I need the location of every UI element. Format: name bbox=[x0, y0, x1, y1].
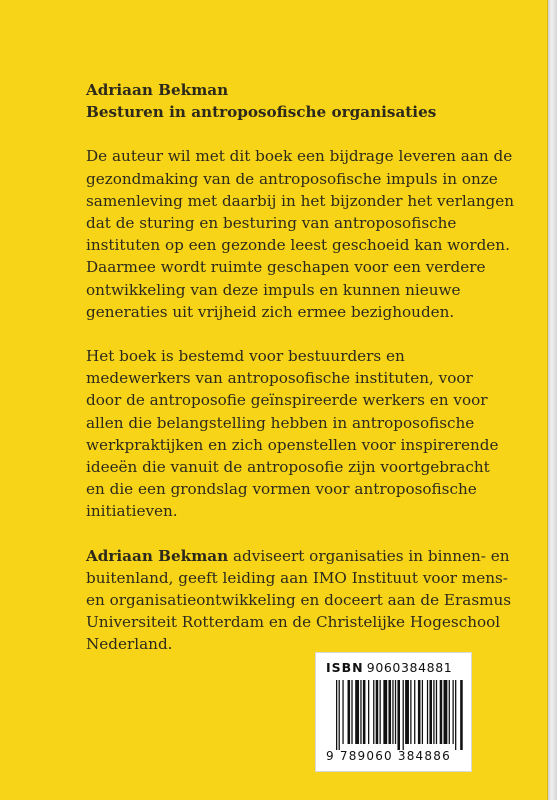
text-line bbox=[86, 545, 526, 567]
ean-first-digit: 9 bbox=[326, 749, 335, 763]
barcode-bar bbox=[429, 680, 432, 744]
text-line: medewerkers van antroposofische instituten, voor bbox=[86, 369, 473, 388]
book-title: Besturen in antroposofische organisaties bbox=[86, 103, 437, 122]
text-line: Nederland. bbox=[86, 635, 173, 654]
barcode-bar bbox=[444, 680, 448, 744]
barcode-bar bbox=[436, 680, 437, 744]
spacer bbox=[86, 523, 526, 545]
barcode-bar bbox=[433, 680, 434, 744]
text-line: en die een grondslag vormen voor antroposofische bbox=[86, 480, 477, 499]
text-line: instituten op een gezonde leest geschoeid kan worden. bbox=[86, 236, 510, 255]
barcode-bar bbox=[405, 680, 409, 744]
text-line: Het boek is bestemd voor bestuurders en bbox=[86, 347, 405, 366]
author-heading: Adriaan Bekman bbox=[86, 81, 229, 99]
barcode-bar bbox=[392, 680, 393, 744]
text-line: Daarmee wordt ruimte geschapen voor een verdere bbox=[86, 258, 486, 277]
text-line: en organisatieontwikkeling en doceert aan de Erasmus bbox=[86, 591, 512, 610]
barcode-bar bbox=[336, 680, 337, 750]
barcode-bar bbox=[373, 680, 374, 744]
barcode-bar bbox=[452, 680, 453, 744]
text-line: generaties uit vrijheid zich ermee bezighouden. bbox=[86, 302, 455, 321]
page-edge bbox=[548, 0, 557, 800]
barcode-bar bbox=[397, 680, 400, 750]
text-line: door de antroposofie geïnspireerde werkers en voor bbox=[86, 391, 488, 410]
text-line: De auteur wil met dit boek een bijdrage leveren aan de bbox=[86, 147, 513, 166]
barcode-bar bbox=[403, 680, 404, 750]
text-line: ideeën die vanuit de antroposofie zijn voortgebracht bbox=[86, 458, 490, 477]
barcode-bar bbox=[455, 680, 456, 750]
barcode-bar bbox=[427, 680, 428, 744]
spacer bbox=[86, 123, 526, 145]
barcode-bar bbox=[414, 680, 415, 744]
text-line: dat de sturing en besturing van antroposofische bbox=[86, 214, 457, 233]
barcode-bar bbox=[368, 680, 369, 744]
description-paragraph-1 bbox=[86, 145, 526, 323]
bio-first-line: adviseert organisaties in binnen- en bbox=[228, 546, 510, 565]
text-line: gezondmaking van de antroposofische impuls in onze bbox=[86, 169, 498, 188]
barcode-label bbox=[315, 652, 472, 772]
text-line: samenleving met daarbij in het bijzonder het verlangen bbox=[86, 191, 515, 210]
isbn-label: ISBN bbox=[326, 660, 364, 675]
barcode-bar bbox=[418, 680, 421, 744]
barcode-bar bbox=[355, 680, 359, 744]
barcode-bar bbox=[383, 680, 387, 744]
barcode-bar bbox=[449, 680, 450, 744]
barcode-bar bbox=[388, 680, 391, 744]
text-line: Universiteit Rotterdam en de Christelijke Hogeschool bbox=[86, 613, 501, 632]
spacer bbox=[86, 323, 526, 345]
barcode-bar bbox=[410, 680, 411, 744]
barcode-bar bbox=[422, 680, 423, 744]
text-line: allen die belangstelling hebben in antroposofische bbox=[86, 413, 475, 432]
barcode-bar bbox=[380, 680, 381, 744]
ean-number bbox=[326, 749, 451, 763]
barcode-bar bbox=[395, 680, 396, 744]
bio-author-name: Adriaan Bekman bbox=[86, 546, 229, 565]
barcode-bar bbox=[376, 680, 379, 744]
back-cover-text bbox=[86, 79, 526, 656]
ean-left-group: 789060 bbox=[339, 749, 393, 763]
description-paragraph-2 bbox=[86, 345, 526, 523]
ean-right-group: 384886 bbox=[397, 749, 451, 763]
barcode-bar bbox=[363, 680, 366, 744]
text-line: ontwikkeling van deze impuls en kunnen nieuwe bbox=[86, 280, 461, 299]
barcode-bar bbox=[440, 680, 443, 744]
barcode-bar bbox=[348, 680, 351, 744]
author-bio bbox=[86, 545, 526, 656]
barcode-bar bbox=[360, 680, 361, 744]
text-line: initiatieven. bbox=[86, 502, 178, 521]
barcode-bar bbox=[342, 680, 343, 744]
isbn-number: 9060384881 bbox=[366, 660, 453, 675]
text-line: buitenland, geeft leiding aan IMO Instituut voor mens- bbox=[86, 568, 508, 587]
barcode-bar bbox=[351, 680, 352, 744]
barcode-bar bbox=[460, 680, 463, 750]
text-line: werkpraktijken en zich openstellen voor inspirerende bbox=[86, 435, 499, 454]
barcode-bar bbox=[339, 680, 340, 750]
isbn-text bbox=[326, 660, 452, 675]
barcode-bars bbox=[336, 680, 464, 750]
